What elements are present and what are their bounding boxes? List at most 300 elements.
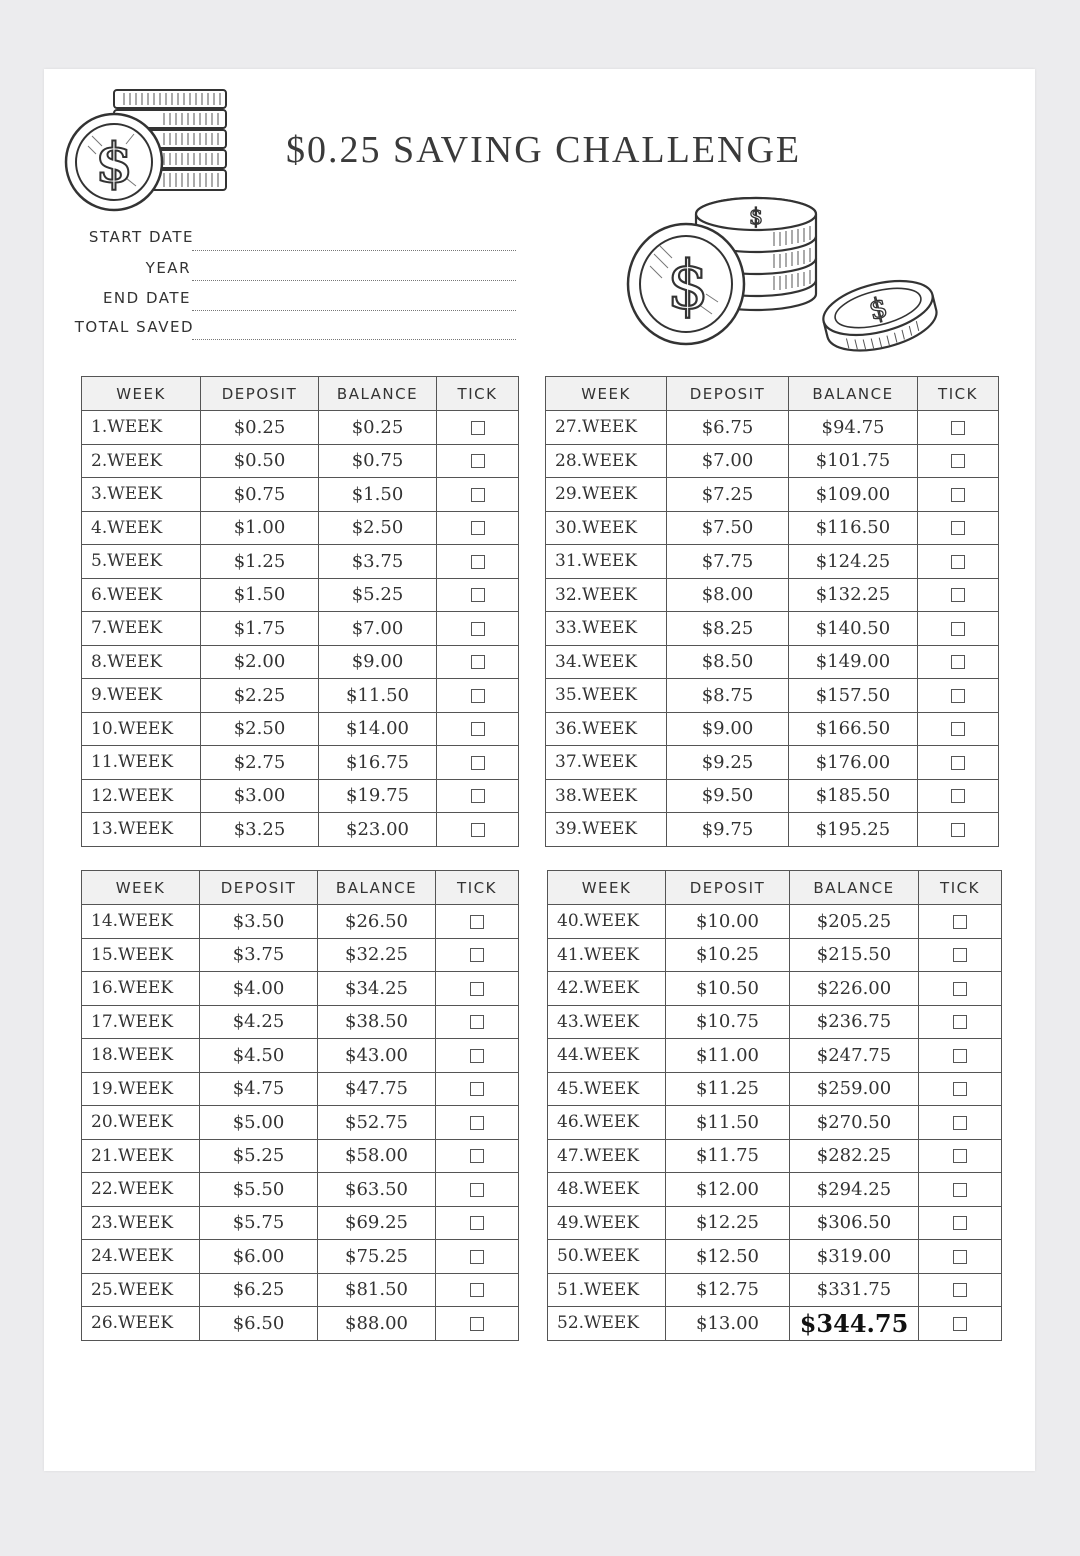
tick-checkbox[interactable] [951,789,965,803]
savings-table-weeks-40-52 [547,870,1002,1341]
deposit-column-header: DEPOSIT [201,377,319,411]
week-cell: 13.WEEK [82,813,201,847]
deposit-cell: $8.00 [667,578,789,612]
week-cell: 3.WEEK [82,478,201,512]
table-row [82,1173,519,1207]
week-cell: 44.WEEK [548,1039,666,1073]
week-cell: 21.WEEK [82,1139,200,1173]
deposit-cell: $11.75 [666,1139,790,1173]
deposit-cell: $4.00 [200,972,318,1006]
tick-cell [919,1005,1002,1039]
tick-cell [919,1039,1002,1073]
balance-cell: $7.00 [319,612,437,646]
table-row [82,1273,519,1307]
deposit-cell: $12.50 [666,1240,790,1274]
end-date-line[interactable] [192,310,516,311]
tick-checkbox[interactable] [471,421,485,435]
week-cell: 35.WEEK [546,679,667,713]
tick-checkbox[interactable] [953,1049,967,1063]
tick-checkbox[interactable] [471,454,485,468]
deposit-cell: $4.50 [200,1039,318,1073]
table-row [548,1139,1002,1173]
tick-cell [918,444,999,478]
week-cell: 39.WEEK [546,813,667,847]
tick-cell [918,813,999,847]
tick-cell [919,972,1002,1006]
table-row [548,1072,1002,1106]
savings-table-weeks-14-26 [81,870,519,1341]
week-cell: 2.WEEK [82,444,201,478]
deposit-cell: $2.75 [201,746,319,780]
tick-cell [437,712,519,746]
table-row [82,1005,519,1039]
balance-cell: $236.75 [790,1005,919,1039]
week-cell: 25.WEEK [82,1273,200,1307]
table-header-row [546,377,999,411]
table-row [82,1240,519,1274]
table-row [546,679,999,713]
page-title: $0.25 SAVING CHALLENGE [286,129,802,171]
deposit-cell: $8.50 [667,645,789,679]
table-row [548,1273,1002,1307]
tick-cell [919,1240,1002,1274]
week-cell: 51.WEEK [548,1273,666,1307]
balance-cell: $195.25 [789,813,918,847]
tick-checkbox[interactable] [471,555,485,569]
week-cell: 49.WEEK [548,1206,666,1240]
week-cell: 17.WEEK [82,1005,200,1039]
deposit-cell: $10.75 [666,1005,790,1039]
balance-cell: $0.75 [319,444,437,478]
tick-cell [436,972,519,1006]
balance-cell: $2.50 [319,511,437,545]
table-row [82,813,519,847]
week-cell: 10.WEEK [82,712,201,746]
tick-checkbox[interactable] [953,1082,967,1096]
tick-cell [919,1173,1002,1207]
tick-checkbox[interactable] [951,823,965,837]
balance-cell: $9.00 [319,645,437,679]
balance-cell: $75.25 [318,1240,436,1274]
table-row [548,1307,1002,1341]
table-row [546,612,999,646]
tick-checkbox[interactable] [471,521,485,535]
tick-cell [918,511,999,545]
week-cell: 20.WEEK [82,1106,200,1140]
tick-checkbox[interactable] [470,982,484,996]
tick-checkbox[interactable] [470,1049,484,1063]
tick-cell [436,1139,519,1173]
tick-cell [436,1072,519,1106]
tick-cell [918,645,999,679]
tick-cell [437,511,519,545]
table-row [546,478,999,512]
tick-checkbox[interactable] [951,454,965,468]
tick-cell [437,612,519,646]
balance-cell: $34.25 [318,972,436,1006]
table-row [82,1039,519,1073]
tick-cell [918,746,999,780]
deposit-cell: $9.00 [667,712,789,746]
week-column-header: WEEK [546,377,667,411]
deposit-cell: $11.00 [666,1039,790,1073]
table-row [546,746,999,780]
tick-checkbox[interactable] [470,1250,484,1264]
balance-cell: $19.75 [319,779,437,813]
tick-checkbox[interactable] [953,982,967,996]
tick-checkbox[interactable] [470,948,484,962]
table-row [82,478,519,512]
tick-checkbox[interactable] [470,1116,484,1130]
deposit-cell: $3.50 [200,905,318,939]
week-cell: 22.WEEK [82,1173,200,1207]
week-cell: 52.WEEK [548,1307,666,1341]
week-cell: 23.WEEK [82,1206,200,1240]
start-date-line[interactable] [192,250,516,251]
tick-cell [436,1039,519,1073]
tick-checkbox[interactable] [953,1149,967,1163]
balance-cell: $1.50 [319,478,437,512]
table-row [546,645,999,679]
tick-cell [918,411,999,445]
balance-cell: $319.00 [790,1240,919,1274]
balance-cell: $43.00 [318,1039,436,1073]
tick-cell [919,1273,1002,1307]
week-cell: 46.WEEK [548,1106,666,1140]
tick-checkbox[interactable] [470,1317,484,1331]
tick-checkbox[interactable] [951,555,965,569]
deposit-cell: $7.50 [667,511,789,545]
table-header-row [548,871,1002,905]
balance-cell: $226.00 [790,972,919,1006]
table-row [82,511,519,545]
tick-cell [436,1206,519,1240]
tick-cell [918,545,999,579]
deposit-cell: $7.75 [667,545,789,579]
deposit-cell: $6.50 [200,1307,318,1341]
table-row [548,938,1002,972]
deposit-cell: $9.25 [667,746,789,780]
week-cell: 9.WEEK [82,679,201,713]
week-column-header: WEEK [548,871,666,905]
deposit-column-header: DEPOSIT [200,871,318,905]
tick-checkbox[interactable] [951,488,965,502]
table-row [548,1005,1002,1039]
deposit-cell: $3.75 [200,938,318,972]
balance-cell: $140.50 [789,612,918,646]
tick-cell [918,779,999,813]
balance-cell: $205.25 [790,905,919,939]
week-cell: 24.WEEK [82,1240,200,1274]
deposit-cell: $1.25 [201,545,319,579]
deposit-cell: $10.00 [666,905,790,939]
week-cell: 40.WEEK [548,905,666,939]
savings-table-weeks-27-39 [545,376,999,847]
tick-column-header: TICK [436,871,519,905]
deposit-cell: $9.75 [667,813,789,847]
tick-checkbox[interactable] [953,915,967,929]
deposit-cell: $5.00 [200,1106,318,1140]
table-row [82,1206,519,1240]
tick-cell [437,813,519,847]
balance-cell: $23.00 [319,813,437,847]
tick-checkbox[interactable] [951,655,965,669]
tick-checkbox[interactable] [471,588,485,602]
tick-checkbox[interactable] [471,789,485,803]
tick-checkbox[interactable] [953,1283,967,1297]
deposit-cell: $12.75 [666,1273,790,1307]
deposit-cell: $1.75 [201,612,319,646]
tick-cell [919,938,1002,972]
week-cell: 1.WEEK [82,411,201,445]
week-cell: 4.WEEK [82,511,201,545]
week-cell: 33.WEEK [546,612,667,646]
tick-checkbox[interactable] [470,915,484,929]
week-cell: 19.WEEK [82,1072,200,1106]
tick-column-header: TICK [918,377,999,411]
balance-cell: $94.75 [789,411,918,445]
week-cell: 7.WEEK [82,612,201,646]
svg-text:$: $ [95,131,133,195]
deposit-cell: $5.25 [200,1139,318,1173]
week-cell: 26.WEEK [82,1307,200,1341]
deposit-cell: $7.25 [667,478,789,512]
deposit-cell: $11.50 [666,1106,790,1140]
deposit-cell: $0.75 [201,478,319,512]
table-row [548,905,1002,939]
tick-cell [918,712,999,746]
table-row [82,612,519,646]
balance-cell: $247.75 [790,1039,919,1073]
deposit-cell: $2.50 [201,712,319,746]
table-row [546,411,999,445]
tick-checkbox[interactable] [471,655,485,669]
year-label: YEAR [145,259,191,277]
week-cell: 6.WEEK [82,578,201,612]
balance-column-header: BALANCE [790,871,919,905]
tick-checkbox[interactable] [470,1015,484,1029]
week-cell: 5.WEEK [82,545,201,579]
week-cell: 12.WEEK [82,779,201,813]
deposit-cell: $8.25 [667,612,789,646]
balance-cell: $11.50 [319,679,437,713]
deposit-column-header: DEPOSIT [666,871,790,905]
balance-cell: $3.75 [319,545,437,579]
tick-cell [436,938,519,972]
balance-cell: $26.50 [318,905,436,939]
week-cell: 42.WEEK [548,972,666,1006]
tick-cell [919,1139,1002,1173]
tick-cell [436,1173,519,1207]
week-cell: 31.WEEK [546,545,667,579]
tick-checkbox[interactable] [953,1116,967,1130]
tick-cell [437,645,519,679]
balance-cell: $215.50 [790,938,919,972]
tick-checkbox[interactable] [470,1283,484,1297]
table-row [82,712,519,746]
balance-cell: $149.00 [789,645,918,679]
balance-cell: $47.75 [318,1072,436,1106]
deposit-cell: $10.50 [666,972,790,1006]
balance-cell: $5.25 [319,578,437,612]
tick-checkbox[interactable] [471,722,485,736]
week-cell: 15.WEEK [82,938,200,972]
deposit-cell: $6.00 [200,1240,318,1274]
tick-checkbox[interactable] [953,1250,967,1264]
tick-cell [919,1106,1002,1140]
deposit-column-header: DEPOSIT [667,377,789,411]
tick-checkbox[interactable] [470,1082,484,1096]
deposit-cell: $11.25 [666,1072,790,1106]
week-cell: 38.WEEK [546,779,667,813]
tick-cell [919,1072,1002,1106]
balance-cell: $124.25 [789,545,918,579]
deposit-cell: $5.75 [200,1206,318,1240]
table-row [82,779,519,813]
deposit-cell: $12.25 [666,1206,790,1240]
balance-cell: $63.50 [318,1173,436,1207]
tick-checkbox[interactable] [953,948,967,962]
tick-checkbox[interactable] [471,689,485,703]
week-cell: 43.WEEK [548,1005,666,1039]
tick-cell [918,478,999,512]
table-row [546,712,999,746]
tick-checkbox[interactable] [953,1183,967,1197]
table-row [82,905,519,939]
table-row [548,1106,1002,1140]
tick-checkbox[interactable] [951,521,965,535]
week-cell: 11.WEEK [82,746,201,780]
deposit-cell: $0.50 [201,444,319,478]
tick-checkbox[interactable] [953,1317,967,1331]
table-row [82,1139,519,1173]
table-row [82,411,519,445]
total-saved-line[interactable] [192,339,516,340]
table-row [548,1206,1002,1240]
tick-checkbox[interactable] [953,1015,967,1029]
table-row [546,813,999,847]
deposit-cell: $6.75 [667,411,789,445]
tick-column-header: TICK [437,377,519,411]
tick-checkbox[interactable] [951,689,965,703]
tick-checkbox[interactable] [951,588,965,602]
tick-cell [919,905,1002,939]
tick-checkbox[interactable] [471,622,485,636]
balance-cell: $294.25 [790,1173,919,1207]
table-row [82,972,519,1006]
balance-cell: $132.25 [789,578,918,612]
table-header-row [82,377,519,411]
tick-checkbox[interactable] [951,622,965,636]
tick-cell [437,478,519,512]
tick-checkbox[interactable] [951,421,965,435]
balance-cell: $69.25 [318,1206,436,1240]
table-row [82,1307,519,1341]
balance-cell: $58.00 [318,1139,436,1173]
tick-cell [436,1273,519,1307]
tick-checkbox[interactable] [471,756,485,770]
balance-cell: $81.50 [318,1273,436,1307]
table-row [82,679,519,713]
tick-cell [918,612,999,646]
tick-checkbox[interactable] [471,823,485,837]
deposit-cell: $9.50 [667,779,789,813]
week-cell: 32.WEEK [546,578,667,612]
tick-checkbox[interactable] [471,488,485,502]
week-cell: 50.WEEK [548,1240,666,1274]
balance-cell: $101.75 [789,444,918,478]
start-date-label: START DATE [88,228,194,246]
week-cell: 48.WEEK [548,1173,666,1207]
week-cell: 47.WEEK [548,1139,666,1173]
deposit-cell: $10.25 [666,938,790,972]
coin-stack-icon [64,86,232,214]
tick-cell [919,1307,1002,1341]
table-row [548,1173,1002,1207]
table-row [82,645,519,679]
table-row [546,578,999,612]
balance-cell: $306.50 [790,1206,919,1240]
table-row [546,545,999,579]
deposit-cell: $5.50 [200,1173,318,1207]
deposit-cell: $2.00 [201,645,319,679]
balance-cell: $282.25 [790,1139,919,1173]
week-cell: 45.WEEK [548,1072,666,1106]
tick-cell [436,1005,519,1039]
week-cell: 28.WEEK [546,444,667,478]
tick-cell [919,1206,1002,1240]
table-row [82,1072,519,1106]
year-line[interactable] [192,280,516,281]
tick-checkbox[interactable] [470,1183,484,1197]
week-cell: 29.WEEK [546,478,667,512]
tick-checkbox[interactable] [953,1216,967,1230]
week-cell: 41.WEEK [548,938,666,972]
balance-cell: $157.50 [789,679,918,713]
savings-table-weeks-1-13 [81,376,519,847]
svg-text:$: $ [865,290,891,327]
balance-cell: $270.50 [790,1106,919,1140]
balance-column-header: BALANCE [318,871,436,905]
week-cell: 36.WEEK [546,712,667,746]
table-row [546,511,999,545]
balance-cell: $176.00 [789,746,918,780]
table-row [546,444,999,478]
tick-cell [436,1106,519,1140]
table-header-row [82,871,519,905]
tick-cell [918,578,999,612]
table-row [548,1240,1002,1274]
week-cell: 14.WEEK [82,905,200,939]
table-row [82,578,519,612]
deposit-cell: $6.25 [200,1273,318,1307]
week-cell: 27.WEEK [546,411,667,445]
tick-checkbox[interactable] [951,756,965,770]
deposit-cell: $2.25 [201,679,319,713]
tick-checkbox[interactable] [951,722,965,736]
tick-cell [437,578,519,612]
balance-cell: $185.50 [789,779,918,813]
tick-cell [437,545,519,579]
tick-checkbox[interactable] [470,1216,484,1230]
tick-checkbox[interactable] [470,1149,484,1163]
table-row [546,779,999,813]
tick-cell [437,779,519,813]
tick-cell [437,444,519,478]
deposit-cell: $0.25 [201,411,319,445]
deposit-cell: $1.50 [201,578,319,612]
week-cell: 18.WEEK [82,1039,200,1073]
